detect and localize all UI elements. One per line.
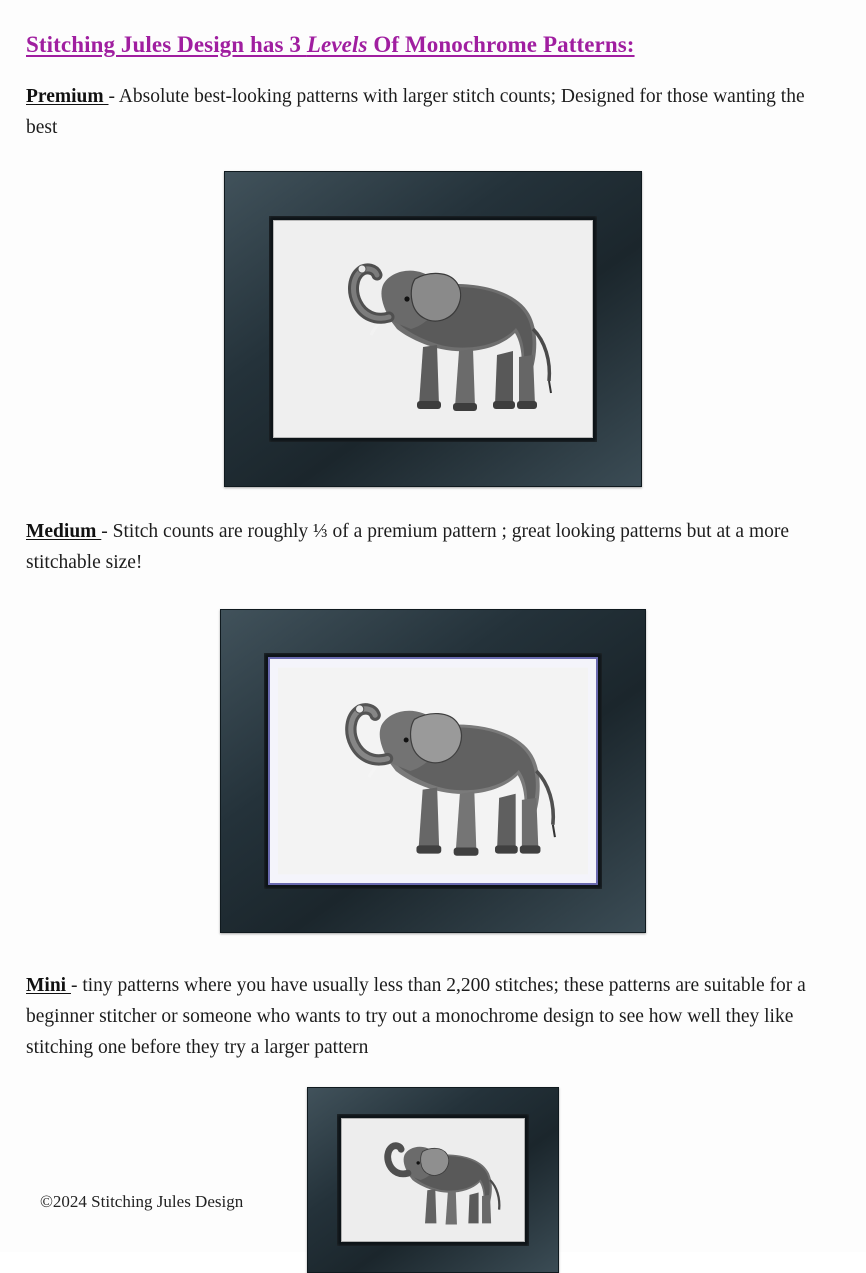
- page-title-part-1: Stitching Jules Design has 3: [26, 32, 307, 57]
- section-medium-body: - Stitch counts are roughly ⅓ of a premium pattern ; great looking patterns but at a more stitchable size!: [26, 521, 790, 574]
- frame-bevel: [269, 216, 597, 442]
- elephant-artwork-premium: [283, 229, 583, 429]
- frame-bevel: [264, 653, 602, 889]
- framed-image-mini[interactable]: [307, 1087, 559, 1273]
- section-medium-label: Medium: [26, 521, 102, 543]
- section-premium-text: [26, 82, 840, 144]
- frame-mat: [268, 657, 598, 885]
- page-title-emphasis: Levels: [306, 32, 368, 57]
- figure-medium: [26, 609, 840, 933]
- section-premium-body: - Absolute best-looking patterns with larger stitch counts; Designed for those wanting the best: [26, 85, 805, 138]
- elephant-artwork-mini: [347, 1123, 519, 1237]
- figure-mini: [26, 1087, 840, 1273]
- framed-image-medium[interactable]: [220, 609, 646, 933]
- copyright-footer: ©2024 Stitching Jules Design: [40, 1192, 244, 1211]
- frame-mat: [273, 220, 593, 438]
- section-medium-text: [26, 517, 840, 579]
- section-mini-body: - tiny patterns where you have usually less than 2,200 stitches; these patterns are suitable for a beginner stitcher or someone who wants to try out a monochrome design to see how well they like stitching one before they try a larger pattern: [26, 975, 806, 1058]
- section-mini-text: [26, 971, 840, 1063]
- figure-premium: [26, 171, 840, 487]
- section-premium-label: Premium: [26, 85, 109, 107]
- frame-mat: [341, 1118, 525, 1242]
- page-title: [26, 30, 840, 60]
- frame-bevel: [337, 1114, 529, 1246]
- elephant-artwork-medium: [278, 667, 588, 875]
- section-mini-label: Mini: [26, 975, 71, 997]
- framed-image-premium[interactable]: [224, 171, 642, 487]
- page-title-part-3: Of Monochrome Patterns:: [367, 32, 635, 57]
